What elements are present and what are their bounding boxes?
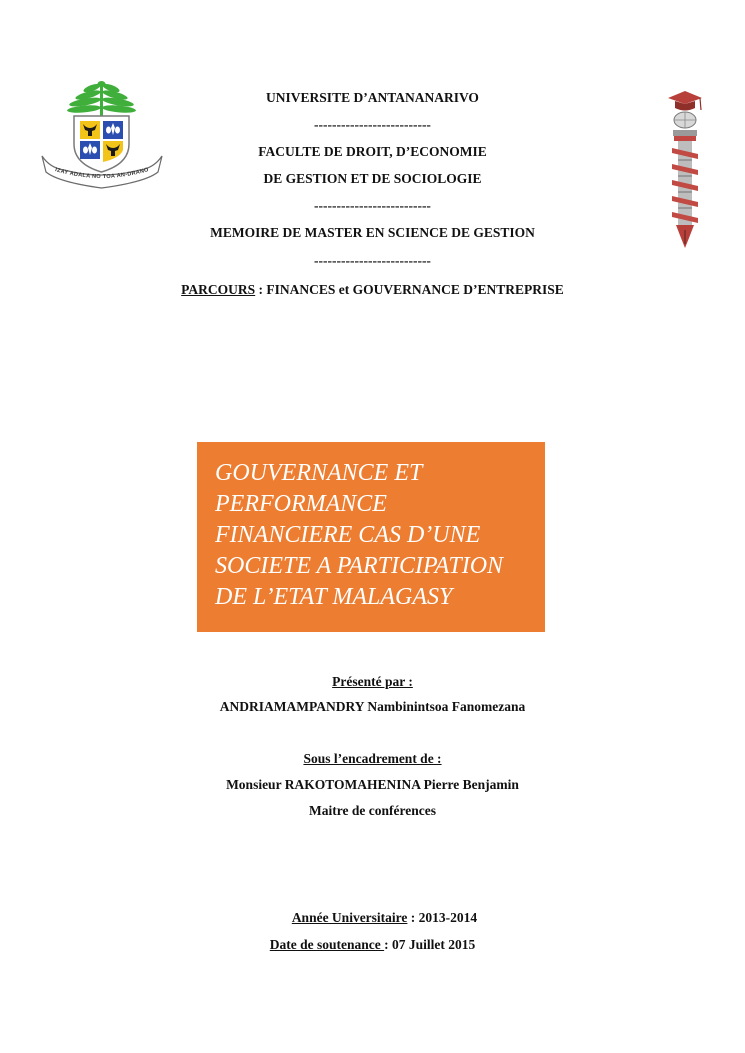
supervisor-name: Monsieur RAKOTOMAHENINA Pierre Benjamin xyxy=(226,777,519,792)
separator-line: -------------------------- xyxy=(314,198,431,213)
seal-motto-text: IZAY ADALA NO TOA AN-DRANO xyxy=(54,167,150,181)
parcours-value: : FINANCES et GOUVERNANCE D’ENTREPRISE xyxy=(255,282,564,297)
academic-year-line xyxy=(12,910,745,926)
author-name: ANDRIAMAMPANDRY Nambinintsoa Fanomezana xyxy=(219,699,526,714)
memoire-title: MEMOIRE DE MASTER EN SCIENCE DE GESTION xyxy=(210,225,535,240)
separator-line: -------------------------- xyxy=(314,253,431,268)
defense-date-value: : 07 Juillet 2015 xyxy=(384,937,476,952)
supervision-label xyxy=(0,751,745,767)
thesis-title-line: FINANCIERE CAS D’UNE xyxy=(215,522,481,548)
thesis-title-line: SOCIETE A PARTICIPATION xyxy=(215,553,504,579)
defense-date-line xyxy=(0,937,745,953)
thesis-title-line: GOUVERNANCE ET xyxy=(215,460,423,486)
thesis-title-line: DE L’ETAT MALAGASY xyxy=(215,584,453,610)
presented-by-label xyxy=(0,674,745,690)
faculty-name-line2: DE GESTION ET DE SOCIOLOGIE xyxy=(263,171,482,186)
defense-date-label: Date de soutenance xyxy=(269,937,385,952)
thesis-title-line: PERFORMANCE xyxy=(215,491,387,517)
parcours-label: PARCOURS xyxy=(181,282,256,297)
faculty-name-line1: FACULTE DE DROIT, D’ECONOMIE xyxy=(258,144,487,159)
university-name: UNIVERSITE D’ANTANANARIVO xyxy=(266,90,479,105)
presented-by-label-text: Présenté par : xyxy=(332,674,413,689)
thesis-title-box xyxy=(197,442,545,632)
supervision-label-text: Sous l’encadrement de : xyxy=(303,751,442,766)
academic-year-label: Année Universitaire xyxy=(291,910,408,925)
supervisor-rank: Maitre de conférences xyxy=(309,803,436,818)
academic-year-value: : 2013-2014 xyxy=(407,910,478,925)
parcours-line xyxy=(0,282,745,298)
separator-line: -------------------------- xyxy=(314,117,431,132)
